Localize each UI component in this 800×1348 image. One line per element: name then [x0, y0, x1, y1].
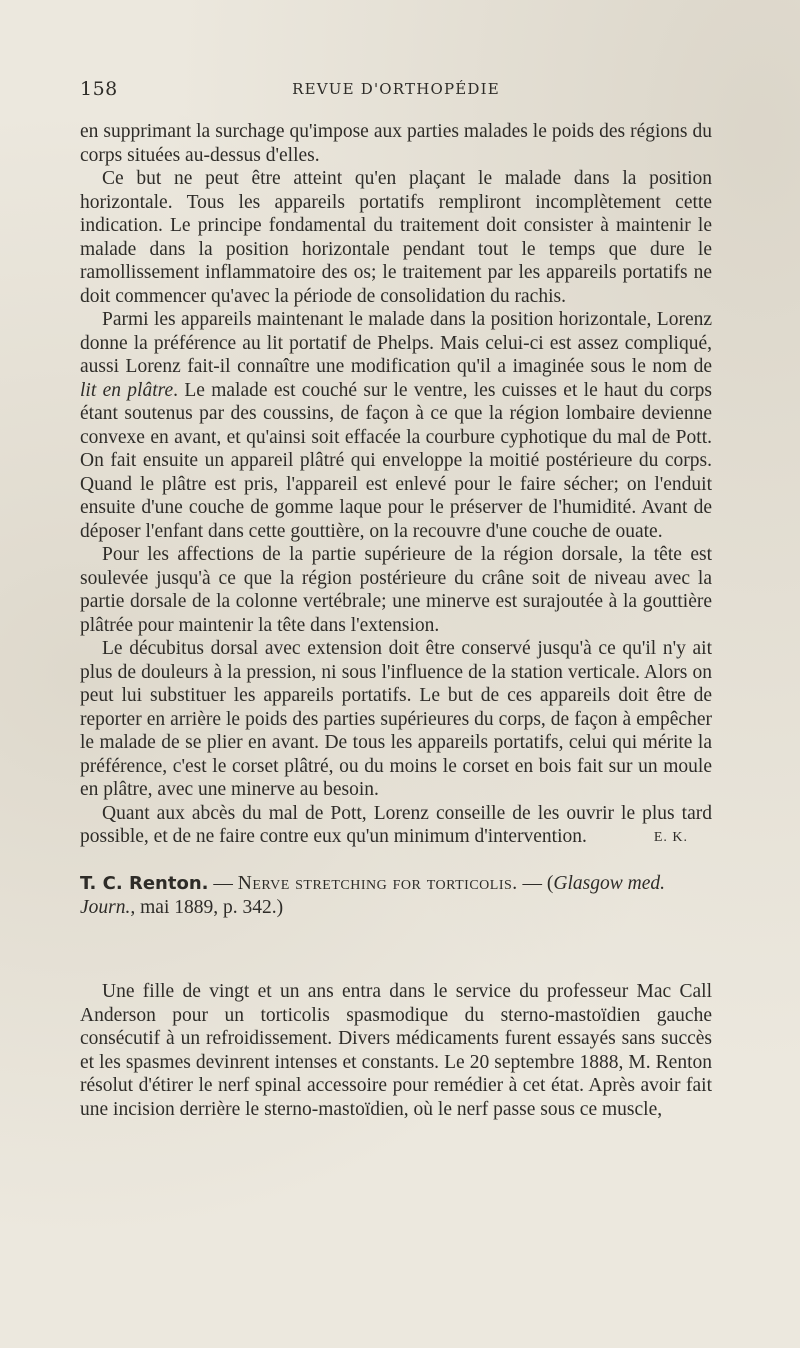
- italic-text: lit en plâtre: [80, 379, 174, 401]
- paragraph-text: Quant aux abcès du mal de Pott, Lorenz conseille de les ouvrir le plus tard possible, et de ne faire contre eux qu'un minimum d'intervention.: [80, 802, 712, 847]
- citation-journal: Glasgow med. Journ.,: [80, 873, 666, 918]
- paragraph: [80, 308, 712, 543]
- paragraph-text: en supprimant la surchage qu'impose aux parties malades le poids des régions du corps situées au-dessus d'elles.: [80, 121, 712, 166]
- paragraph-text: Une fille de vingt et un ans entra dans le service du professeur Mac Call Anderson pour un torticolis spasmodique du sterno-mastoïdien gauche consécutif à un refroidissement. Divers médicaments furent essayés sans succès et les spasmes devinrent intenses et constants. Le 20 septembre 1888, M. Renton résolut d'étirer le nerf spinal accessoire pour remédier à cet état. Après avoir fait une incision derrière le sterno-mastoïdien, où le nerf passe sous ce muscle,: [80, 981, 712, 1120]
- paragraph: [80, 637, 712, 802]
- citation-dash: —: [208, 873, 238, 894]
- paragraph-text: . Le malade est couché sur le ventre, les cuisses et le haut du corps étant soutenus par des coussins, de façon à ce que la région lombaire devienne convexe en avant, et qu'ainsi soit effacée la courbure cyphotique du mal de Pott. On fait ensuite un appareil plâtré qui enveloppe la moitié postérieure du corps. Quand le plâtre est pris, l'appareil est enlevé pour le faire sécher; on l'enduit ensuite d'une couche de gomme laque pour le préserver de l'humidité. Avant de déposer l'enfant dans cette gouttière, on la recouvre d'une couche de ouate.: [80, 379, 712, 542]
- citation-author: T. C. Renton.: [80, 873, 209, 894]
- signature: E. K.: [653, 829, 688, 845]
- paragraph-text: Ce but ne peut être atteint qu'en plaçant le malade dans la position horizontale. Tous les appareils portatifs rempliront incomplètement cette indication. Le principe fondamental du traitement doit consister à maintenir le malade dans la position horizontale pendant tout le temps que dure le ramollissement inflammatoire des os; le traitement par les appareils portatifs ne doit commencer qu'avec la période de consolidation du rachis.: [80, 168, 712, 307]
- article-body: [80, 120, 712, 849]
- page-number: 158: [80, 78, 118, 100]
- running-title: REVUE D'ORTHOPÉDIE: [292, 80, 500, 98]
- citation-dash2: — (: [517, 873, 554, 894]
- page-header: [80, 78, 712, 102]
- paragraph: [80, 167, 712, 308]
- paragraph: [80, 980, 712, 1121]
- citation: [80, 872, 712, 920]
- article-body-2: [80, 980, 712, 1121]
- citation-title: Nerve stretching for torticolis.: [237, 873, 518, 894]
- paragraph-text: Parmi les appareils maintenant le malade dans la position horizontale, Lorenz donne la préférence au lit portatif de Phelps. Mais celui-ci est assez compliqué, aussi Lorenz fait-il connaître une modification qu'il a imaginée sous le nom de: [80, 309, 712, 377]
- paragraph: [80, 543, 712, 637]
- paragraph-text: Pour les affections de la partie supérieure de la région dorsale, la tête est soulevée jusqu'à ce que la région postérieure du crâne soit de niveau avec la partie dorsale de la colonne vertébrale; une minerve est surajoutée à la gouttière plâtrée pour maintenir la tête dans l'extension.: [80, 544, 712, 636]
- paragraph: [80, 120, 712, 167]
- citation-date: mai 1889, p. 342.): [135, 897, 284, 918]
- paragraph-text: Le décubitus dorsal avec extension doit être conservé jusqu'à ce qu'il n'y ait plus de douleurs à la pression, ni sous l'influence de la station verticale. Alors on peut lui substituer les appareils portatifs. Le but de ces appareils doit être de reporter en arrière le poids des parties supérieures du corps, de façon à empêcher le malade de se plier en avant. De tous les appareils portatifs, celui qui mérite la préférence, c'est le corset plâtré, ou du moins le corset en bois fait sur un moule en plâtre, avec une minerve au besoin.: [80, 638, 712, 800]
